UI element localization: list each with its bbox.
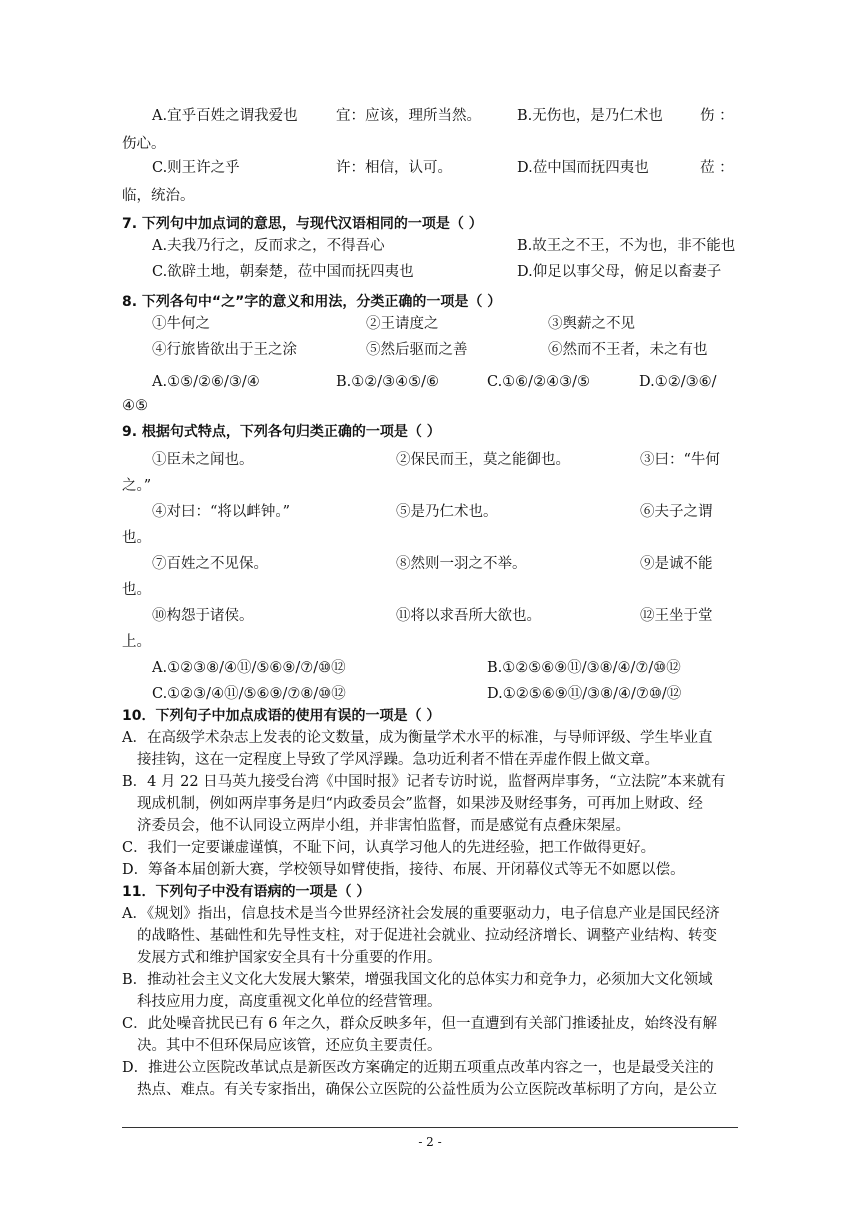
- q10-stem: 10．下列句子中加点成语的使用有误的一项是（ ）: [122, 708, 441, 724]
- q9-item-3-cont: 之。”: [122, 478, 152, 494]
- q9-option-a: A.①②③⑧/④⑪/⑤⑥⑨/⑦/⑩⑫: [152, 660, 346, 676]
- q10-option-c: C．我们一定要谦虚谨慎，不耻下问，认真学习他人的先进经验，把工作做得更好。: [122, 840, 656, 856]
- q8-stem: 8. 下列各句中“之”字的意义和用法，分类正确的一项是（ ）: [122, 294, 502, 310]
- q11-option-a: A．《规划》指出，信息技术是当今世界经济社会发展的重要驱动力，电子信息产业是国民经济: [122, 906, 720, 922]
- footer-divider: [122, 1127, 738, 1128]
- q7-stem: 7. 下列句中加点词的意思，与现代汉语相同的一项是（ ）: [122, 216, 483, 232]
- q9-item-7: ⑦百姓之不见保。: [152, 556, 268, 572]
- q9-item-6-cont: 也。: [122, 530, 151, 546]
- q8-item-3: ③舆薪之不见: [548, 316, 635, 332]
- q8-option-d: D.①②/③⑥/: [639, 374, 717, 390]
- q11-option-b-cont: 科技应用力度，高度重视文化单位的经营管理。: [137, 994, 442, 1010]
- q6-option-d-note: 莅 ：: [700, 160, 734, 176]
- q9-option-c: C.①②③/④⑪/⑤⑥⑨/⑦⑧/⑩⑫: [152, 686, 346, 702]
- q9-item-9-cont: 也。: [122, 582, 151, 598]
- q9-item-2: ②保民而王，莫之能御也。: [396, 452, 570, 468]
- page-number: - 2 -: [418, 1135, 442, 1149]
- q10-option-a-cont: 接挂钩，这在一定程度上导致了学风浮躁。急功近利者不惜在弄虚作假上做文章。: [137, 752, 659, 768]
- q9-item-9: ⑨是诚不能: [640, 556, 713, 572]
- q6-option-c: C.则王许之乎: [152, 160, 240, 176]
- q8-item-5: ⑤然后驱而之善: [366, 342, 468, 358]
- q10-option-b-cont-2: 济委员会，他不认同设立两岸小组，并非害怕监督，而是感觉有点叠床架屋。: [137, 818, 630, 834]
- q6-option-b-note-cont: 伤心。: [122, 136, 166, 152]
- q8-item-4: ④行旅皆欲出于王之涂: [152, 342, 297, 358]
- q6-option-a-note: 宜：应该，理所当然。: [336, 108, 481, 124]
- q6-option-a: A.宜乎百姓之谓我爱也: [152, 108, 298, 124]
- q9-item-3: ③曰：“牛何: [640, 452, 720, 468]
- q9-item-11: ⑪将以求吾所大欲也。: [396, 608, 541, 624]
- q11-option-a-cont-2: 发展方式和维护国家安全具有十分重要的作用。: [137, 950, 442, 966]
- q11-option-c-cont: 决。其中不但环保局应该管，还应负主要责任。: [137, 1038, 442, 1054]
- q11-stem: 11．下列句子中没有语病的一项是（ ）: [122, 884, 371, 900]
- q10-option-d: D．筹备本届创新大赛，学校领导如臂使指，接待、布展、开闭幕仪式等无不如愿以偿。: [122, 862, 685, 878]
- q9-item-10: ⑩构怨于诸侯。: [152, 608, 254, 624]
- q8-option-c: C.①⑥/②④③/⑤: [487, 374, 590, 390]
- q9-option-b: B.①②⑤⑥⑨⑪/③⑧/④/⑦/⑩⑫: [487, 660, 681, 676]
- q6-option-d: D.莅中国而抚四夷也: [517, 160, 649, 176]
- q11-option-d-cont: 热点、难点。有关专家指出，确保公立医院的公益性质为公立医院改革标明了方向，是公立: [137, 1082, 717, 1098]
- q6-option-b-note: 伤 ：: [700, 108, 734, 124]
- q9-item-6: ⑥夫子之谓: [640, 504, 713, 520]
- q11-option-b: B．推动社会主义文化大发展大繁荣，增强我国文化的总体实力和竞争力，必须加大文化领域: [122, 972, 713, 988]
- q9-item-5: ⑤是乃仁术也。: [396, 504, 498, 520]
- q11-option-d: D．推进公立医院改革试点是新医改方案确定的近期五项重点改革内容之一，也是最受关注的: [122, 1060, 714, 1076]
- q9-item-12: ⑫王坐于堂: [640, 608, 713, 624]
- q9-item-4: ④对曰：“将以衅钟。”: [152, 504, 291, 520]
- q9-option-d: D.①②⑤⑥⑨⑪/③⑧/④/⑦⑩/⑫: [487, 686, 682, 702]
- q10-option-b: B．4 月 22 日马英九接受台湾《中国时报》记者专访时说，监督两岸事务，“立法院”本来就有: [122, 774, 726, 790]
- q7-option-c: C.欲辟土地，朝秦楚，莅中国而抚四夷也: [152, 264, 414, 280]
- q8-option-d-cont: ④⑤: [122, 398, 148, 414]
- q9-item-1: ①臣未之闻也。: [152, 452, 254, 468]
- q10-option-a: A．在高级学术杂志上发表的论文数量，成为衡量学术水平的标准，与导师评级、学生毕业直: [122, 730, 713, 746]
- q7-option-a: A.夫我乃行之，反而求之，不得吾心: [152, 238, 385, 254]
- q8-option-a: A.①⑤/②⑥/③/④: [152, 374, 260, 390]
- q7-option-d: D.仰足以事父母，俯足以畜妻子: [517, 264, 722, 280]
- q11-option-a-cont-1: 的战略性、基础性和先导性支柱，对于促进社会就业、拉动经济增长、调整产业结构、转变: [137, 928, 717, 944]
- q6-option-c-note: 许：相信，认可。: [336, 160, 452, 176]
- q6-option-b: B.无伤也，是乃仁术也: [517, 108, 663, 124]
- q9-item-12-cont: 上。: [122, 634, 151, 650]
- q9-item-8: ⑧然则一羽之不举。: [396, 556, 527, 572]
- q6-option-d-note-cont: 临，统治。: [122, 188, 195, 204]
- q11-option-c: C．此处噪音扰民已有 6 年之久，群众反映多年，但一直遭到有关部门推诿扯皮，始终没有解: [122, 1016, 718, 1032]
- q8-option-b: B.①②/③④⑤/⑥: [336, 374, 440, 390]
- q10-option-b-cont-1: 现成机制，例如两岸事务是归“内政委员会”监督，如果涉及财经事务，可再加上财政、经: [137, 796, 703, 812]
- q9-stem: 9. 根据句式特点，下列各句归类正确的一项是（ ）: [122, 424, 441, 440]
- q8-item-1: ①牛何之: [152, 316, 210, 332]
- q8-item-2: ②王请度之: [366, 316, 439, 332]
- q7-option-b: B.故王之不王，不为也，非不能也: [517, 238, 736, 254]
- q8-item-6: ⑥然而不王者，未之有也: [548, 342, 708, 358]
